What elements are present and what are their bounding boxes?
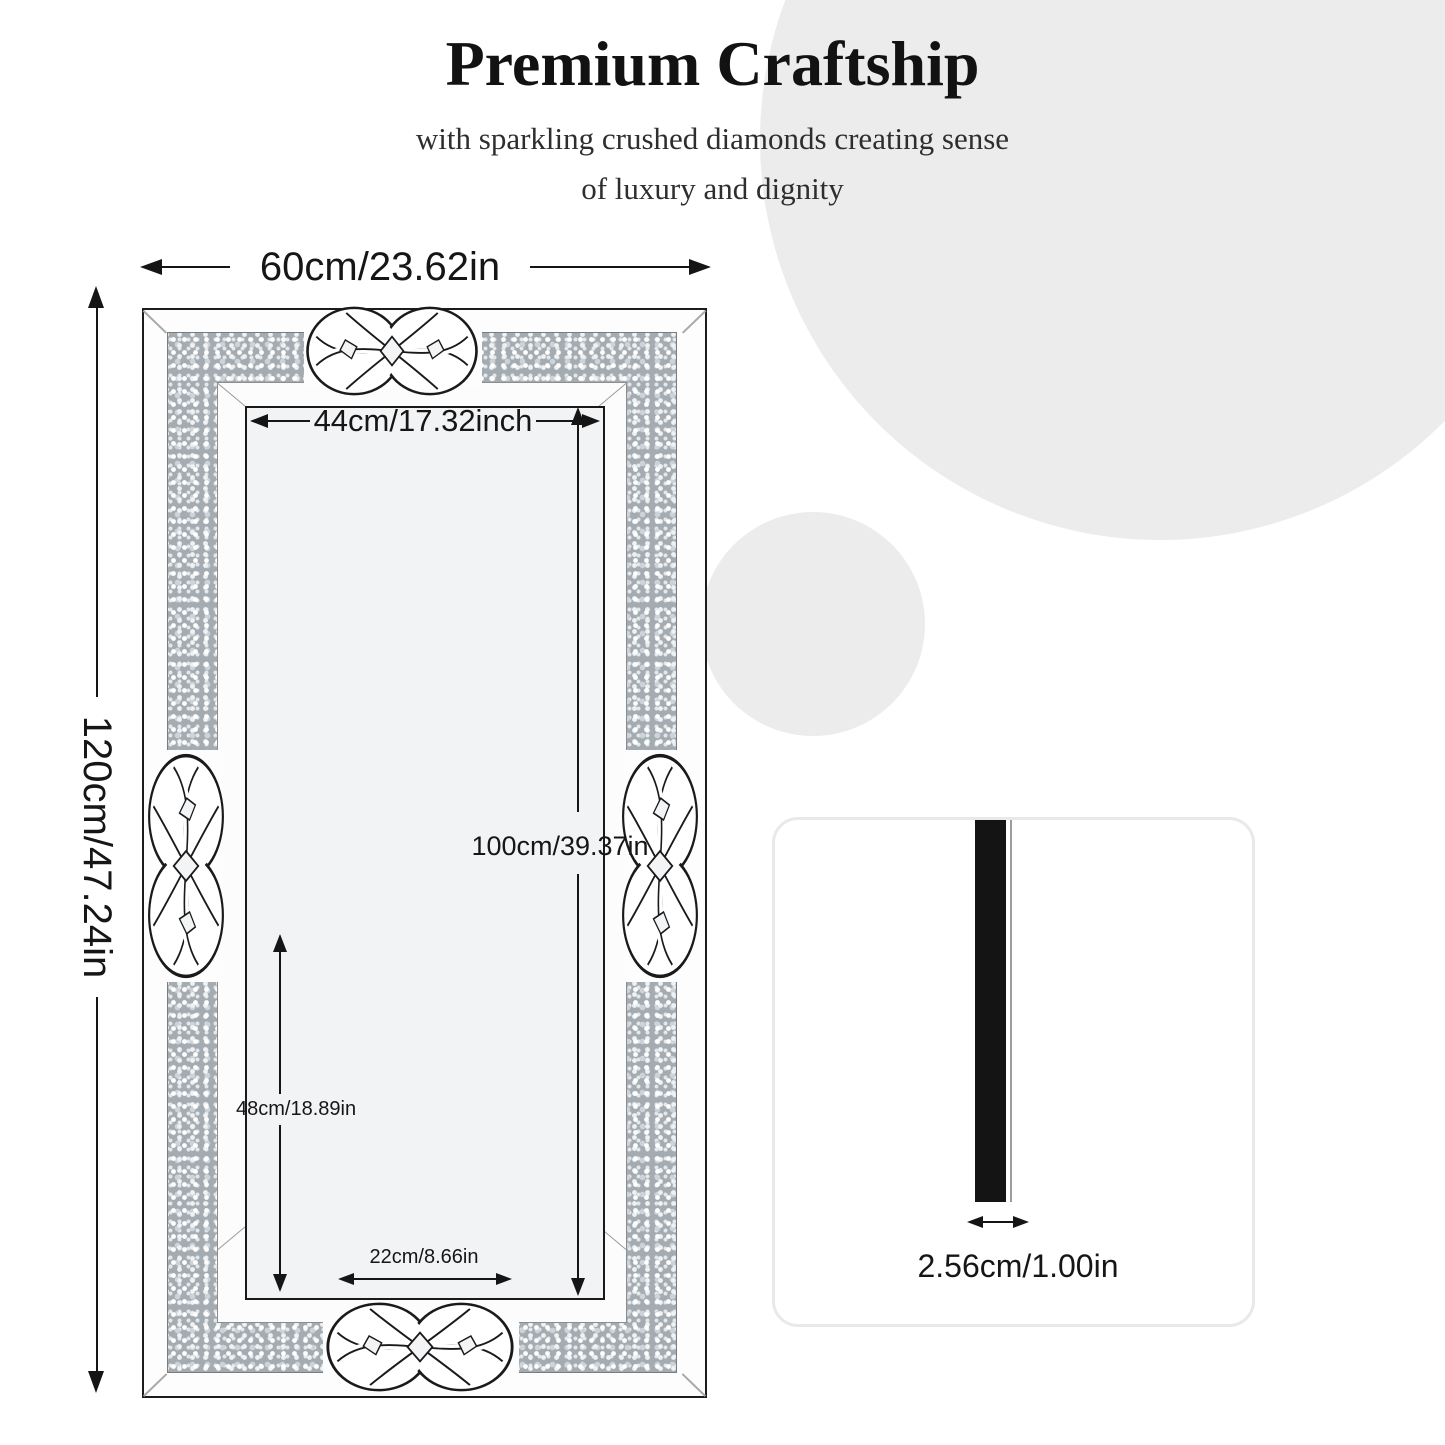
dimension-line	[266, 420, 310, 422]
thickness-label: 2.56cm/1.00in	[917, 1248, 1119, 1284]
arrowhead-right-icon	[1013, 1216, 1029, 1228]
arrowhead-down-icon	[88, 1371, 104, 1393]
arrowhead-down-icon	[571, 1278, 585, 1296]
bevel-line	[143, 310, 167, 333]
celtic-knot-right-icon	[613, 751, 707, 981]
dimension-line	[96, 306, 98, 698]
dimension-line	[353, 1278, 497, 1280]
bottom-gap-width-label: 22cm/8.66in	[369, 1246, 479, 1268]
subtitle-line-1: with sparkling crushed diamonds creating sense	[415, 121, 1010, 156]
arrowhead-left-icon	[338, 1273, 354, 1285]
overall-width-label: 60cm/23.62in	[230, 244, 530, 290]
arrowhead-right-icon	[689, 259, 711, 275]
subtitle	[0, 114, 1425, 214]
background-circle-small	[701, 512, 925, 736]
arrowhead-up-icon	[273, 934, 287, 952]
dimension-line	[577, 424, 579, 812]
celtic-knot-top-icon	[304, 296, 480, 406]
bevel-line	[682, 310, 706, 333]
arrowhead-right-icon	[496, 1273, 512, 1285]
dimension-line	[508, 266, 689, 268]
subtitle-line-2: of luxury and dignity	[581, 171, 844, 206]
lower-section-height-label: 48cm/18.89in	[236, 1098, 357, 1120]
bevel-line	[682, 1373, 706, 1396]
dimension-line	[982, 1221, 1014, 1223]
mirror-width-label: 44cm/17.32inch	[313, 403, 533, 438]
dimension-line	[577, 874, 579, 1278]
mirror-height-label: 100cm/39.37in	[471, 831, 649, 861]
overall-height-label: 120cm/47.24in	[77, 697, 117, 997]
mirror-side-profile	[975, 820, 1015, 1202]
header	[0, 24, 1425, 214]
arrowhead-up-icon	[88, 286, 104, 308]
arrowhead-down-icon	[273, 1274, 287, 1292]
dimension-line	[96, 997, 98, 1371]
arrowhead-up-icon	[571, 407, 585, 425]
celtic-knot-bottom-icon	[324, 1292, 516, 1402]
bevel-line	[143, 1373, 167, 1396]
dimension-line	[279, 951, 281, 1094]
celtic-knot-left-icon	[139, 751, 233, 981]
arrowhead-left-icon	[967, 1216, 983, 1228]
dimension-line	[279, 1125, 281, 1275]
arrowhead-left-icon	[140, 259, 162, 275]
page-title: Premium Craftship	[445, 28, 980, 99]
